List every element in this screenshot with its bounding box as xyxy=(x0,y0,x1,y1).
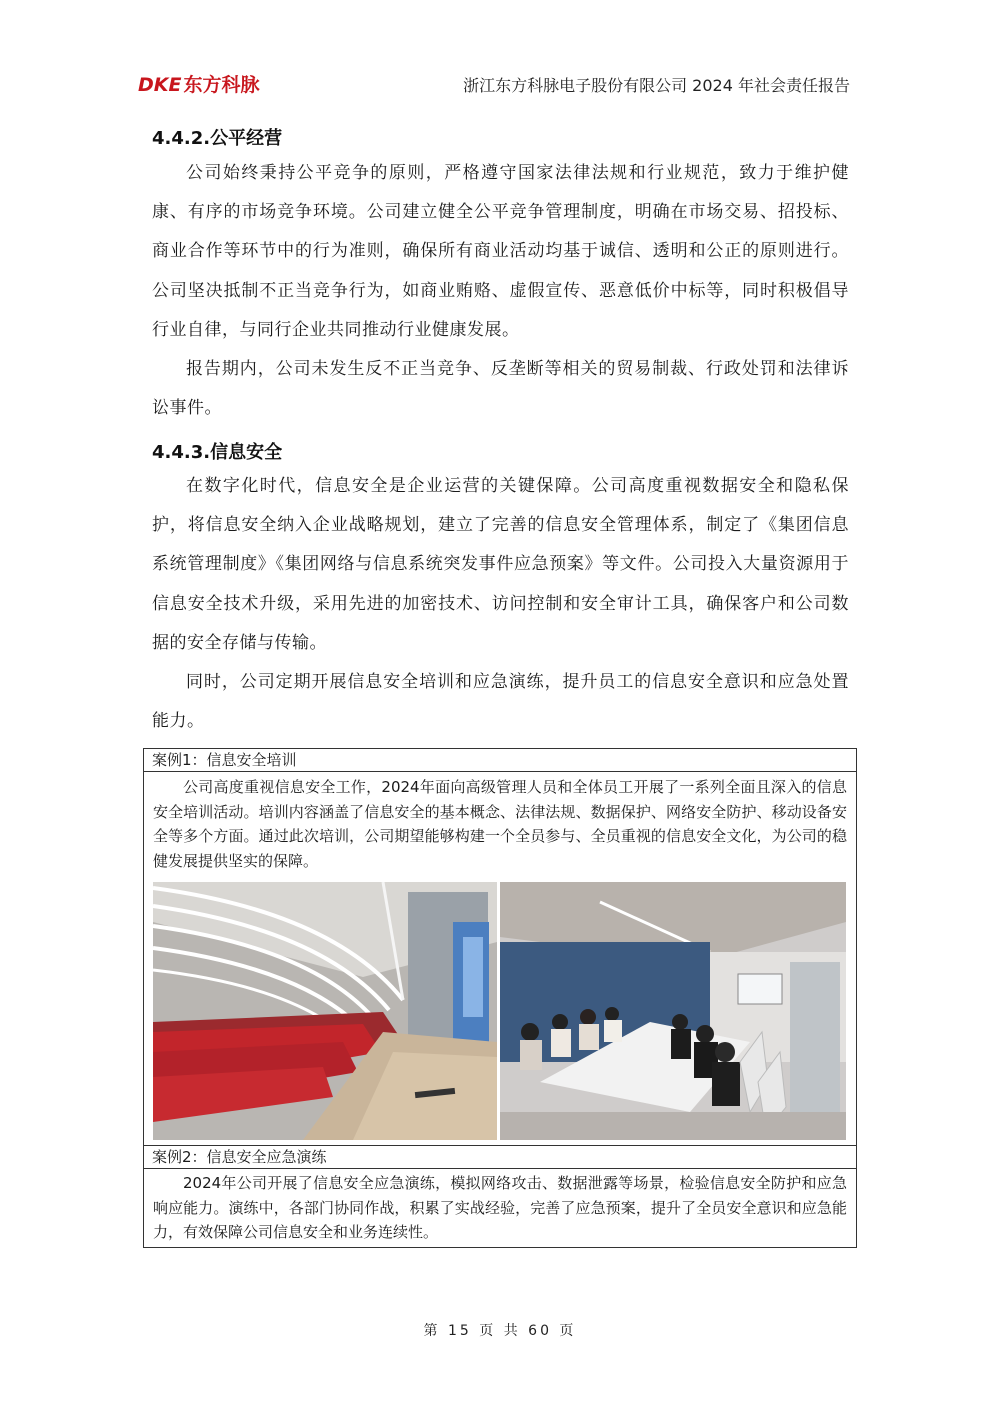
auditorium-photo xyxy=(153,882,497,1140)
meeting-room-photo-art xyxy=(500,882,846,1140)
auditorium-photo-art xyxy=(153,882,497,1140)
case-box xyxy=(143,748,857,1248)
logo-latin: DKE xyxy=(138,74,182,96)
case-text: 2024年公司开展了信息安全应急演练，模拟网络攻击、数据泄露等场景，检验信息安全防护和应急响应能力。演练中，各部门协同作战，积累了实战经验，完善了应急预案，提升了全员安全意识和应急能力，有效保障公司信息安全和业务连续性。 xyxy=(153,1174,847,1241)
paragraph: 在数字化时代，信息安全是企业运营的关键保障。公司高度重视数据安全和隐私保护，将信息安全纳入企业战略规划，建立了完善的信息安全管理体系，制定了《集团信息系统管理制度》《集团网络与信息系统突发事件应急预案》等文件。公司投入大量资源用于信息安全技术升级，采用先进的加密技术、访问控制和安全审计工具，确保客户和公司数据的安全存储与传输。 xyxy=(152,476,849,653)
case-text: 公司高度重视信息安全工作，2024年面向高级管理人员和全体员工开展了一系列全面且深入的信息安全培训活动。培训内容涵盖了信息安全的基本概念、法律法规、数据保护、网络安全防护、移动设备安全等多个方面。通过此次培训，公司期望能够构建一个全员参与、全员重视的信息安全文化，为公司的稳健发展提供坚实的保障。 xyxy=(153,778,847,870)
paragraph: 公司始终秉持公平竞争的原则，严格遵守国家法律法规和行业规范，致力于维护健康、有序的市场竞争环境。公司建立健全公平竞争管理制度，明确在市场交易、招投标、商业合作等环节中的行为准则，确保所有商业活动均基于诚信、透明和公正的原则进行。公司坚决抵制不正当竞争行为，如商业贿赂、虚假宣传、恶意低价中标等，同时积极倡导行业自律，与同行企业共同推动行业健康发展。 xyxy=(152,163,849,340)
page-number: 第 15 页 共 60 页 xyxy=(423,1323,577,1339)
paragraph: 同时，公司定期开展信息安全培训和应急演练，提升员工的信息安全意识和应急处置能力。 xyxy=(152,672,849,732)
section-heading-information-security: 4.4.3.信息安全 xyxy=(152,442,283,463)
page-header xyxy=(138,68,850,104)
logo-cn: 东方科脉 xyxy=(183,74,260,96)
section-heading-fair-operation: 4.4.2.公平经营 xyxy=(152,128,283,149)
case-label: 案例2：信息安全应急演练 xyxy=(144,1145,856,1169)
meeting-room-photo xyxy=(500,882,846,1140)
paragraph: 报告期内，公司未发生反不正当竞争、反垄断等相关的贸易制裁、行政处罚和法律诉讼事件。 xyxy=(152,359,849,419)
report-title: 浙江东方科脉电子股份有限公司 2024 年社会责任报告 xyxy=(463,76,850,95)
company-logo xyxy=(138,70,260,97)
case-label: 案例1：信息安全培训 xyxy=(144,749,856,772)
